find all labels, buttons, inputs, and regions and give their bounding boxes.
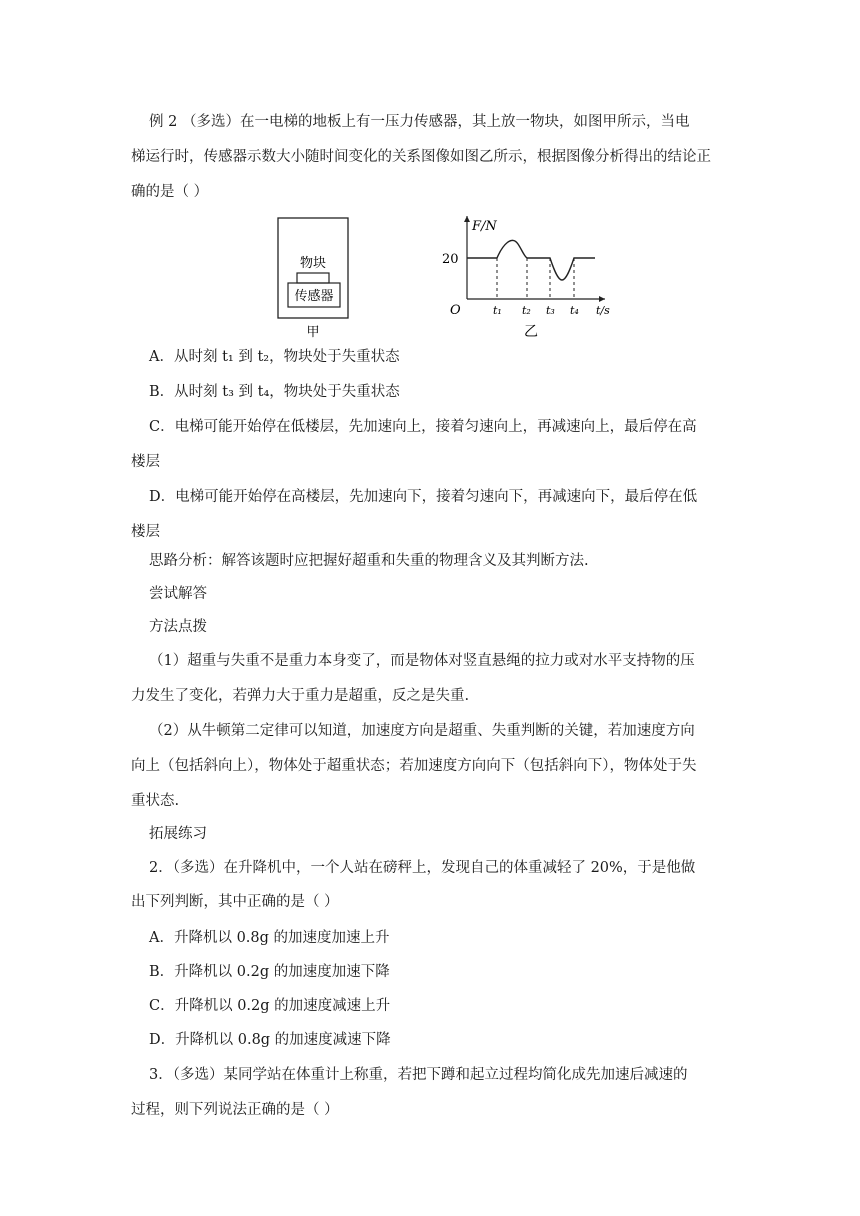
practice-2-line-2: 出下列判断，其中正确的是（ ）	[131, 894, 339, 910]
x-axis-arrow-icon	[599, 296, 605, 302]
method-p1-line-1: （1）超重与失重不是重力本身变了，而是物体对竖直悬绳的拉力或对水平支持物的压	[149, 653, 695, 669]
q2-option-c-line-2: 楼层	[131, 454, 160, 470]
force-curve	[467, 240, 595, 280]
practice-2-option-a: A．升降机以 0.8g 的加速度加速上升	[149, 930, 390, 946]
method-p2-line-1: （2）从牛顿第二定律可以知道，加速度方向是超重、失重判断的关键，若加速度方向	[149, 723, 695, 739]
y-axis-arrow-icon	[464, 216, 470, 222]
question-2-line-3: 确的是（ ）	[131, 184, 209, 200]
q2-option-c-line-1: C．电梯可能开始停在低楼层，先加速向上，接着匀速向上，再减速向上，最后停在高	[149, 419, 697, 435]
practice-2-option-c: C．升降机以 0.2g 的加速度减速上升	[149, 998, 391, 1014]
practice-2-line-1: 2．（多选）在升降机中，一个人站在磅秤上，发现自己的体重减轻了 20%，于是他做	[149, 860, 696, 876]
method-heading: 方法点拨	[149, 619, 207, 635]
try-answer-heading: 尝试解答	[149, 586, 207, 602]
practice-3-line-1: 3．（多选）某同学站在体重计上称重，若把下蹲和起立过程均简化成先加速后减速的	[149, 1067, 688, 1083]
x-axis-label: t/s	[596, 304, 610, 317]
practice-2-option-b: B．升降机以 0.2g 的加速度加速下降	[149, 964, 390, 980]
y-axis-label: F/N	[472, 219, 497, 234]
q2-option-d-line-2: 楼层	[131, 524, 160, 540]
analysis-text: 思路分析：解答该题时应把握好超重和失重的物理含义及其判断方法.	[149, 553, 589, 569]
figure-yi-caption: 乙	[524, 324, 538, 340]
question-2-line-1: 例 2 （多选）在一电梯的地板上有一压力传感器，其上放一物块，如图甲所示，当电	[149, 114, 690, 130]
method-p2-line-2: 向上（包括斜向上），物体处于超重状态；若加速度方向向下（包括斜向下），物体处于失	[131, 758, 697, 774]
block-label: 物块	[299, 256, 327, 271]
sensor-label: 传感器	[294, 289, 334, 304]
q2-option-d-line-1: D．电梯可能开始停在高楼层，先加速向下，接着匀速向下，再减速向下，最后停在低	[149, 489, 698, 505]
practice-heading: 拓展练习	[149, 826, 207, 842]
q2-option-a: A．从时刻 t₁ 到 t₂，物块处于失重状态	[149, 349, 400, 365]
block-shape	[297, 273, 329, 283]
figures-svg	[270, 210, 610, 345]
tick-label-t3: t₃	[546, 304, 555, 317]
figure-jia-caption: 甲	[306, 325, 320, 340]
figure-jia	[278, 218, 348, 340]
question-2-line-2: 梯运行时，传感器示数大小随时间变化的关系图像如图乙所示，根据图像分析得出的结论正	[131, 149, 711, 165]
tick-label-t2: t₂	[522, 304, 531, 317]
practice-3-line-2: 过程，则下列说法正确的是（ ）	[131, 1102, 339, 1118]
origin-label: O	[450, 303, 461, 318]
tick-label-t4: t₄	[570, 304, 579, 317]
practice-2-option-d: D．升降机以 0.8g 的加速度减速下降	[149, 1032, 391, 1048]
y-value-label: 20	[442, 252, 459, 267]
tick-label-t1: t₁	[493, 304, 502, 317]
question-2-figures	[270, 210, 610, 345]
method-p1-line-2: 力发生了变化，若弹力大于重力是超重，反之是失重.	[131, 688, 470, 704]
q2-option-b: B．从时刻 t₃ 到 t₄，物块处于失重状态	[149, 384, 400, 400]
method-p2-line-3: 重状态.	[131, 793, 180, 809]
figure-yi	[442, 216, 610, 340]
